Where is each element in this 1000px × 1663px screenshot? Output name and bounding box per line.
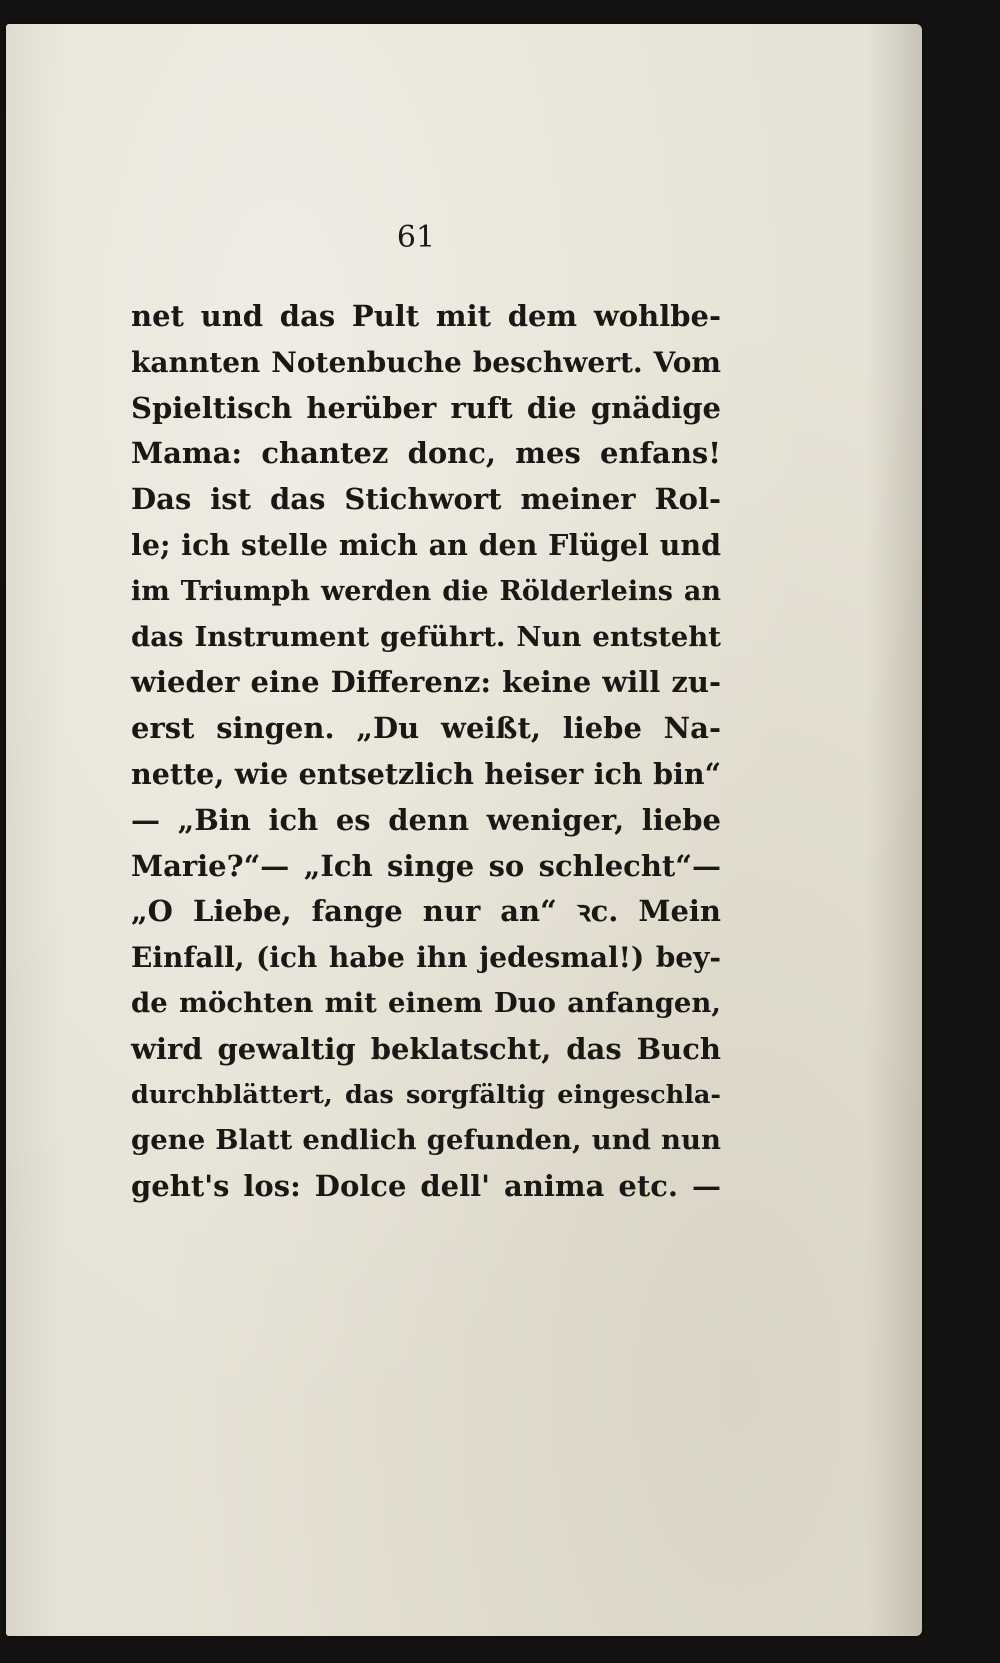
text-line: le; ich stelle mich an den Flügel und (131, 527, 721, 562)
text-line: gene Blatt endlich gefunden, und nun (131, 1124, 721, 1157)
text-line: Spieltisch herüber ruft die gnädige (131, 390, 721, 425)
text-line: Einfall, (ich habe ihn jedesmal!) bey- (131, 941, 721, 975)
text-line: net und das Pult mit dem wohlbe- (131, 299, 721, 333)
book-page (6, 24, 922, 1636)
text-line: nette, wie entsetzlich heiser ich bin“ (131, 756, 721, 791)
text-line: Marie?“— „Ich singe so schlecht“— (131, 848, 721, 883)
text-line: — „Bin ich es denn weniger, liebe (131, 802, 721, 837)
text-line: wieder eine Differenz: keine will zu- (131, 665, 721, 700)
text-line: erst singen. „Du weißt, liebe Na- (131, 711, 721, 746)
text-line: durchblättert, das sorgfältig eingeschla- (131, 1079, 721, 1110)
text-line: kannten Notenbuche beschwert. Vom (131, 345, 721, 379)
text-line: Mama: chantez donc, mes enfans! (131, 436, 721, 471)
text-line: geht's los: Dolce dell' anima etc. — (131, 1169, 721, 1204)
body-text (131, 294, 721, 1210)
text-line: de möchten mit einem Duo anfangen, (131, 986, 721, 1019)
text-line: wird gewaltig beklatscht, das Buch (131, 1031, 721, 1066)
text-line: das Instrument geführt. Nun entsteht (131, 620, 721, 653)
text-line: Das ist das Stichwort meiner Rol- (131, 482, 721, 517)
page-number: 61 (396, 220, 436, 255)
text-line: „O Liebe, fange nur an“ ꝛc. Mein (131, 894, 721, 929)
text-line: im Triumph werden die Rölderleins an (131, 575, 721, 607)
